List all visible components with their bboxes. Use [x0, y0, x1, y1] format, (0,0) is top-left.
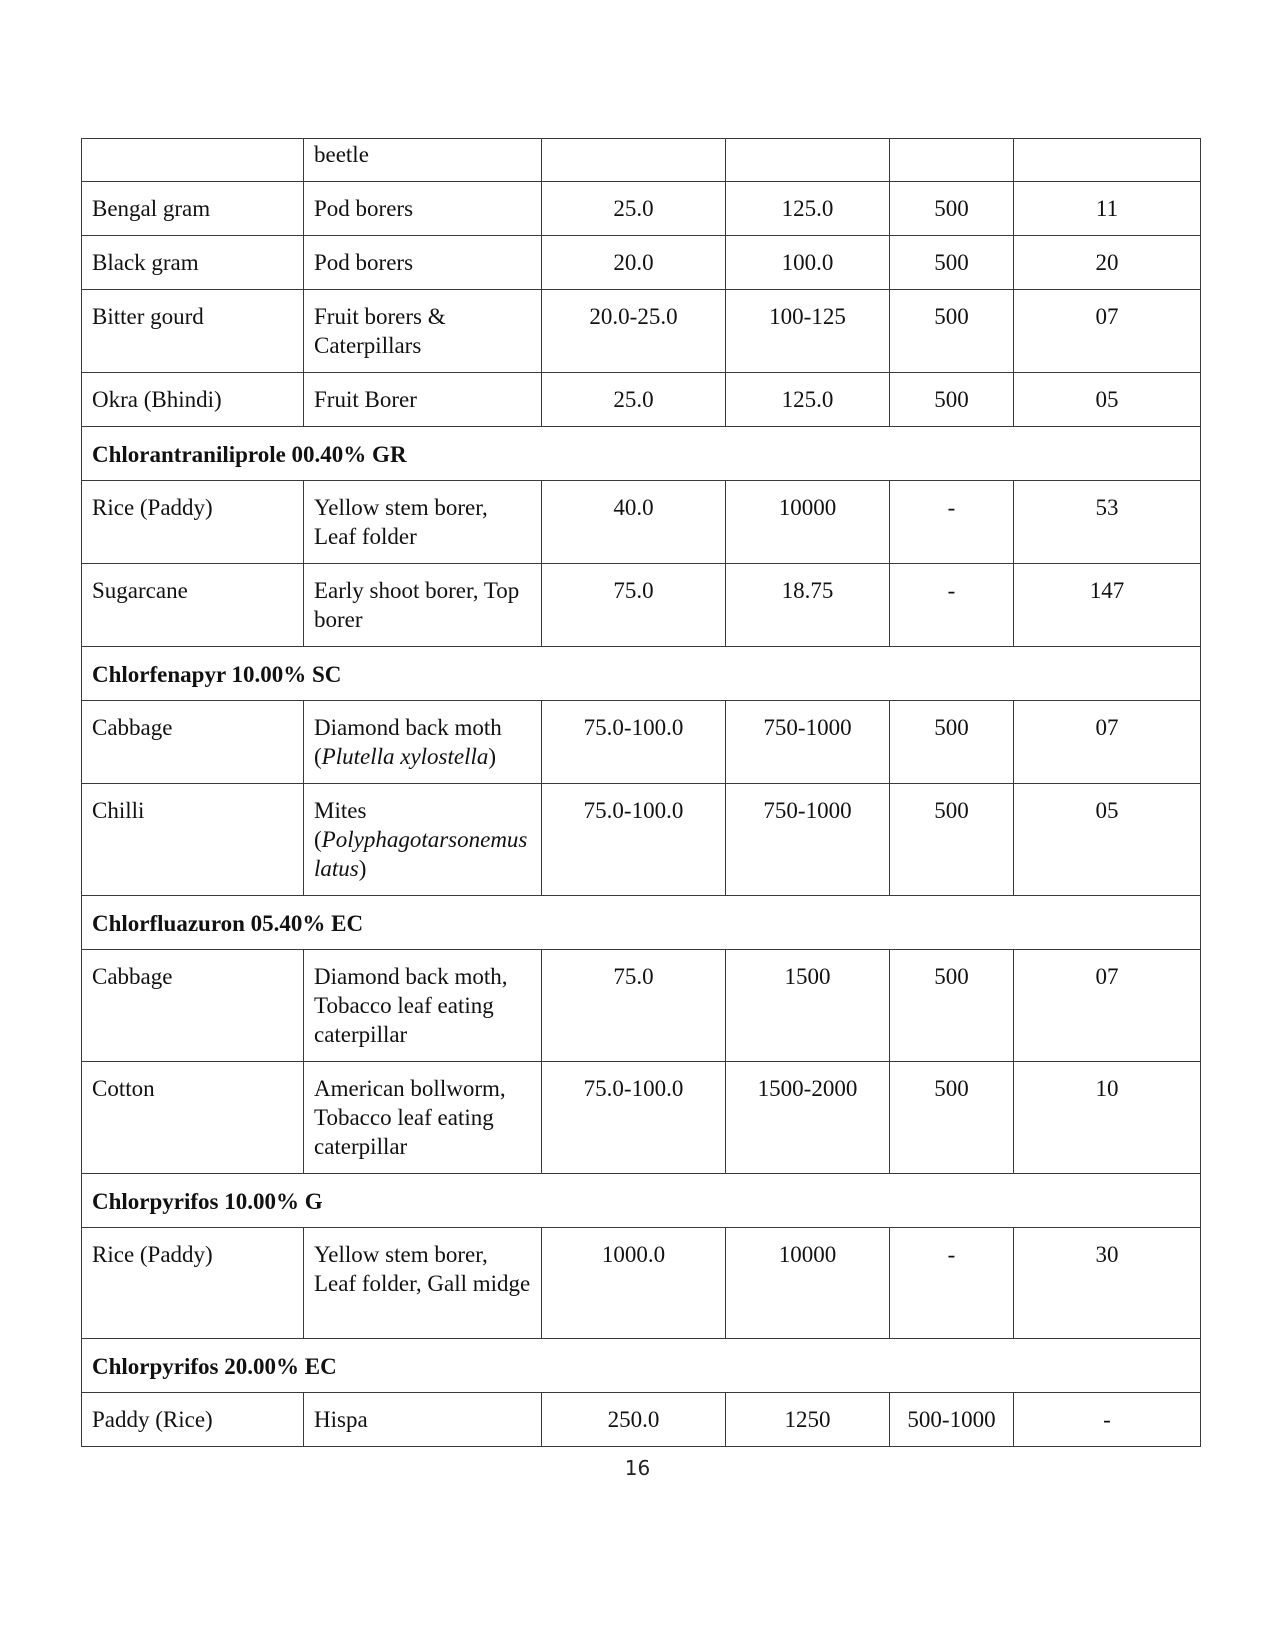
table-row [82, 564, 1201, 647]
page-number: 16 [624, 1456, 651, 1480]
water-cell: 500 [890, 1062, 1014, 1174]
paren-close: ) [488, 744, 497, 769]
waiting-period-cell: 07 [1014, 290, 1201, 373]
table-row [82, 1393, 1201, 1447]
dosage-ai-cell: 75.0-100.0 [542, 1062, 726, 1174]
table-row [82, 373, 1201, 427]
section-header-row [82, 427, 1201, 481]
table-row [82, 1228, 1201, 1339]
pest-common-name: Mites [314, 798, 367, 823]
dosage-formulation-cell: 18.75 [726, 564, 890, 647]
water-cell: - [890, 564, 1014, 647]
pest-cell: Fruit Borer [304, 373, 542, 427]
water-cell: 500-1000 [890, 1393, 1014, 1447]
crop-cell: Black gram [82, 236, 304, 290]
section-header-row [82, 896, 1201, 950]
pest-cell: beetle [304, 139, 542, 182]
pest-cell: Yellow stem borer, Leaf folder, Gall midge [304, 1228, 542, 1339]
dosage-ai-cell [542, 139, 726, 182]
crop-cell: Cotton [82, 1062, 304, 1174]
dosage-formulation-cell: 125.0 [726, 182, 890, 236]
pesticide-name-heading: Chlorpyrifos 20.00% EC [82, 1339, 1201, 1393]
pest-scientific-name: Polyphagotarsonemus latus [314, 827, 528, 881]
dosage-ai-cell: 250.0 [542, 1393, 726, 1447]
waiting-period-cell: 147 [1014, 564, 1201, 647]
pesticide-name-heading: Chlorfluazuron 05.40% EC [82, 896, 1201, 950]
dosage-ai-cell: 40.0 [542, 481, 726, 564]
waiting-period-cell: 53 [1014, 481, 1201, 564]
water-cell: 500 [890, 784, 1014, 896]
pest-cell: Diamond back moth, Tobacco leaf eating caterpillar [304, 950, 542, 1062]
waiting-period-cell: 20 [1014, 236, 1201, 290]
pest-cell: Yellow stem borer, Leaf folder [304, 481, 542, 564]
table-row [82, 701, 1201, 784]
pest-cell: Hispa [304, 1393, 542, 1447]
crop-cell: Cabbage [82, 701, 304, 784]
table-row [82, 784, 1201, 896]
water-cell: 500 [890, 950, 1014, 1062]
pesticide-name-heading: Chlorantraniliprole 00.40% GR [82, 427, 1201, 481]
waiting-period-cell: - [1014, 1393, 1201, 1447]
pest-cell: Fruit borers & Caterpillars [304, 290, 542, 373]
section-header-row [82, 1339, 1201, 1393]
dosage-ai-cell: 1000.0 [542, 1228, 726, 1339]
waiting-period-cell [1014, 139, 1201, 182]
dosage-ai-cell: 75.0-100.0 [542, 784, 726, 896]
dosage-formulation-cell: 125.0 [726, 373, 890, 427]
dosage-ai-cell: 75.0 [542, 564, 726, 647]
dosage-formulation-cell: 1500-2000 [726, 1062, 890, 1174]
table-row [82, 290, 1201, 373]
pest-cell [304, 701, 542, 784]
dosage-ai-cell: 20.0-25.0 [542, 290, 726, 373]
waiting-period-cell: 05 [1014, 784, 1201, 896]
table-row [82, 1062, 1201, 1174]
water-cell: 500 [890, 701, 1014, 784]
crop-cell: Paddy (Rice) [82, 1393, 304, 1447]
pest-cell: American bollworm, Tobacco leaf eating caterpillar [304, 1062, 542, 1174]
pest-cell: Early shoot borer, Top borer [304, 564, 542, 647]
crop-cell: Okra (Bhindi) [82, 373, 304, 427]
crop-cell: Rice (Paddy) [82, 1228, 304, 1339]
pesticide-name-heading: Chlorpyrifos 10.00% G [82, 1174, 1201, 1228]
pest-cell: Pod borers [304, 182, 542, 236]
dosage-formulation-cell: 10000 [726, 481, 890, 564]
pest-common-name: Diamond back moth [314, 715, 502, 740]
water-cell: - [890, 481, 1014, 564]
water-cell: 500 [890, 290, 1014, 373]
paren-open: ( [314, 744, 322, 769]
crop-cell [82, 139, 304, 182]
dosage-ai-cell: 25.0 [542, 182, 726, 236]
section-header-row [82, 647, 1201, 701]
water-cell: 500 [890, 373, 1014, 427]
waiting-period-cell: 30 [1014, 1228, 1201, 1339]
table-row [82, 139, 1201, 182]
water-cell: 500 [890, 182, 1014, 236]
crop-cell: Sugarcane [82, 564, 304, 647]
waiting-period-cell: 10 [1014, 1062, 1201, 1174]
dosage-formulation-cell: 100-125 [726, 290, 890, 373]
pesticide-name-heading: Chlorfenapyr 10.00% SC [82, 647, 1201, 701]
water-cell: 500 [890, 236, 1014, 290]
waiting-period-cell: 11 [1014, 182, 1201, 236]
table-row [82, 481, 1201, 564]
waiting-period-cell: 05 [1014, 373, 1201, 427]
water-cell [890, 139, 1014, 182]
pest-scientific-name: Plutella xylostella [321, 744, 489, 769]
dosage-formulation-cell: 1500 [726, 950, 890, 1062]
crop-cell: Cabbage [82, 950, 304, 1062]
pest-cell: Pod borers [304, 236, 542, 290]
table-row [82, 182, 1201, 236]
water-cell: - [890, 1228, 1014, 1339]
section-header-row [82, 1174, 1201, 1228]
table-row [82, 236, 1201, 290]
dosage-formulation-cell: 750-1000 [726, 701, 890, 784]
dosage-ai-cell: 75.0 [542, 950, 726, 1062]
pesticide-table [81, 138, 1201, 1447]
paren-open: ( [314, 827, 322, 852]
dosage-ai-cell: 75.0-100.0 [542, 701, 726, 784]
dosage-formulation-cell: 100.0 [726, 236, 890, 290]
waiting-period-cell: 07 [1014, 701, 1201, 784]
dosage-formulation-cell: 750-1000 [726, 784, 890, 896]
dosage-formulation-cell: 10000 [726, 1228, 890, 1339]
crop-cell: Rice (Paddy) [82, 481, 304, 564]
crop-cell: Bitter gourd [82, 290, 304, 373]
pest-cell [304, 784, 542, 896]
dosage-ai-cell: 20.0 [542, 236, 726, 290]
table-row [82, 950, 1201, 1062]
paren-close: ) [358, 856, 367, 881]
dosage-formulation-cell: 1250 [726, 1393, 890, 1447]
crop-cell: Bengal gram [82, 182, 304, 236]
dosage-ai-cell: 25.0 [542, 373, 726, 427]
crop-cell: Chilli [82, 784, 304, 896]
waiting-period-cell: 07 [1014, 950, 1201, 1062]
dosage-formulation-cell [726, 139, 890, 182]
